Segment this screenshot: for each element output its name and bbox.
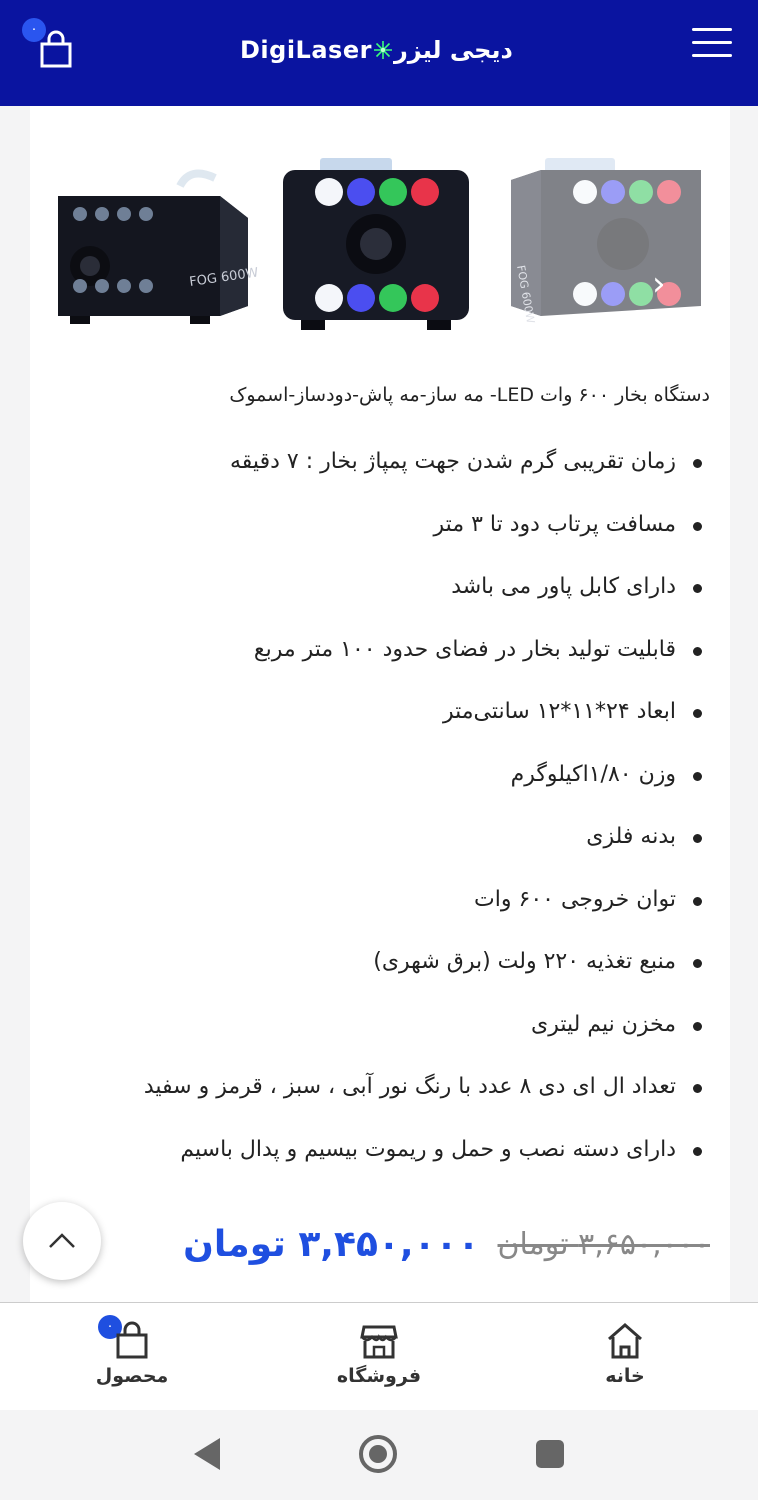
price-row	[110, 1214, 710, 1274]
store-icon	[359, 1321, 399, 1361]
scroll-to-top-button[interactable]	[23, 1202, 101, 1280]
gallery-image-1[interactable]	[50, 146, 260, 376]
laser-star-icon	[374, 41, 392, 59]
product-card	[30, 106, 730, 1302]
nav-label-store: فروشگاه	[336, 1365, 422, 1387]
cart-count-badge: ۰	[22, 18, 46, 42]
feature-item: بدنه فلزی	[30, 806, 676, 869]
feature-item: مسافت پرتاب دود تا ۳ متر	[30, 494, 676, 557]
svg-text:FOG 600W: FOG 600W	[514, 264, 538, 325]
product-features-list	[30, 431, 710, 1181]
app-header	[0, 0, 758, 106]
feature-item: منبع تغذیه ۲۲۰ ولت (برق شهری)	[30, 931, 676, 994]
product-title: دستگاه بخار ۶۰۰ وات LED- مه ساز-مه پاش-دودساز-اسموک	[229, 384, 710, 406]
feature-item: دارای کابل پاور می باشد	[30, 556, 676, 619]
sale-price: ۳,۴۵۰,۰۰۰ تومان	[183, 1223, 480, 1265]
feature-item: تعداد ال ای دی ۸ عدد با رنگ نور آبی ، سبز ، قرمز و سفید	[30, 1056, 676, 1119]
product-image-gallery[interactable]	[30, 146, 730, 376]
recent-apps-icon[interactable]	[536, 1440, 564, 1468]
header-cart-button[interactable]	[22, 18, 78, 74]
feature-item: ابعاد ۲۴*۱۱*۱۲ سانتی‌متر	[30, 681, 676, 744]
shopping-bag-icon	[38, 30, 74, 70]
logo-latin-text: DigiLaser	[240, 36, 372, 64]
nav-item-home[interactable]	[525, 1303, 725, 1411]
bag-icon	[112, 1321, 152, 1361]
feature-item: وزن ۱/۸۰اکیلوگرم	[30, 744, 676, 807]
nav-item-product[interactable]	[32, 1303, 232, 1411]
gallery-image-3[interactable]	[505, 146, 715, 376]
feature-item: زمان تقریبی گرم شدن جهت پمپاژ بخار : ۷ دقیقه	[30, 431, 676, 494]
bottom-navigation	[0, 1302, 758, 1411]
feature-item: قابلیت تولید بخار در فضای حدود ۱۰۰ متر مربع	[30, 619, 676, 682]
feature-item: دارای دسته نصب و حمل و ریموت بیسیم و پدال باسیم	[30, 1119, 676, 1182]
svg-text:FOG 600W: FOG 600W	[188, 265, 260, 290]
hamburger-menu-icon[interactable]	[692, 28, 732, 64]
nav-label-product: محصول	[95, 1365, 169, 1387]
gallery-image-2[interactable]	[275, 146, 485, 376]
old-price: ۳,۶۵۰,۰۰۰ تومان	[497, 1226, 710, 1262]
back-icon[interactable]	[192, 1436, 224, 1472]
feature-item: توان خروجی ۶۰۰ وات	[30, 869, 676, 932]
nav-label-home: خانه	[605, 1365, 645, 1387]
site-logo[interactable]	[240, 30, 513, 70]
home-circle-icon[interactable]	[358, 1434, 398, 1474]
product-count-badge: ۰	[98, 1315, 122, 1339]
chevron-right-icon[interactable]: ›	[652, 264, 666, 304]
nav-item-store[interactable]	[279, 1303, 479, 1411]
home-icon	[605, 1321, 645, 1361]
chevron-up-icon	[48, 1230, 76, 1250]
feature-item: مخزن نیم لیتری	[30, 994, 676, 1057]
logo-persian-text: دیجی لیزر	[393, 36, 513, 64]
